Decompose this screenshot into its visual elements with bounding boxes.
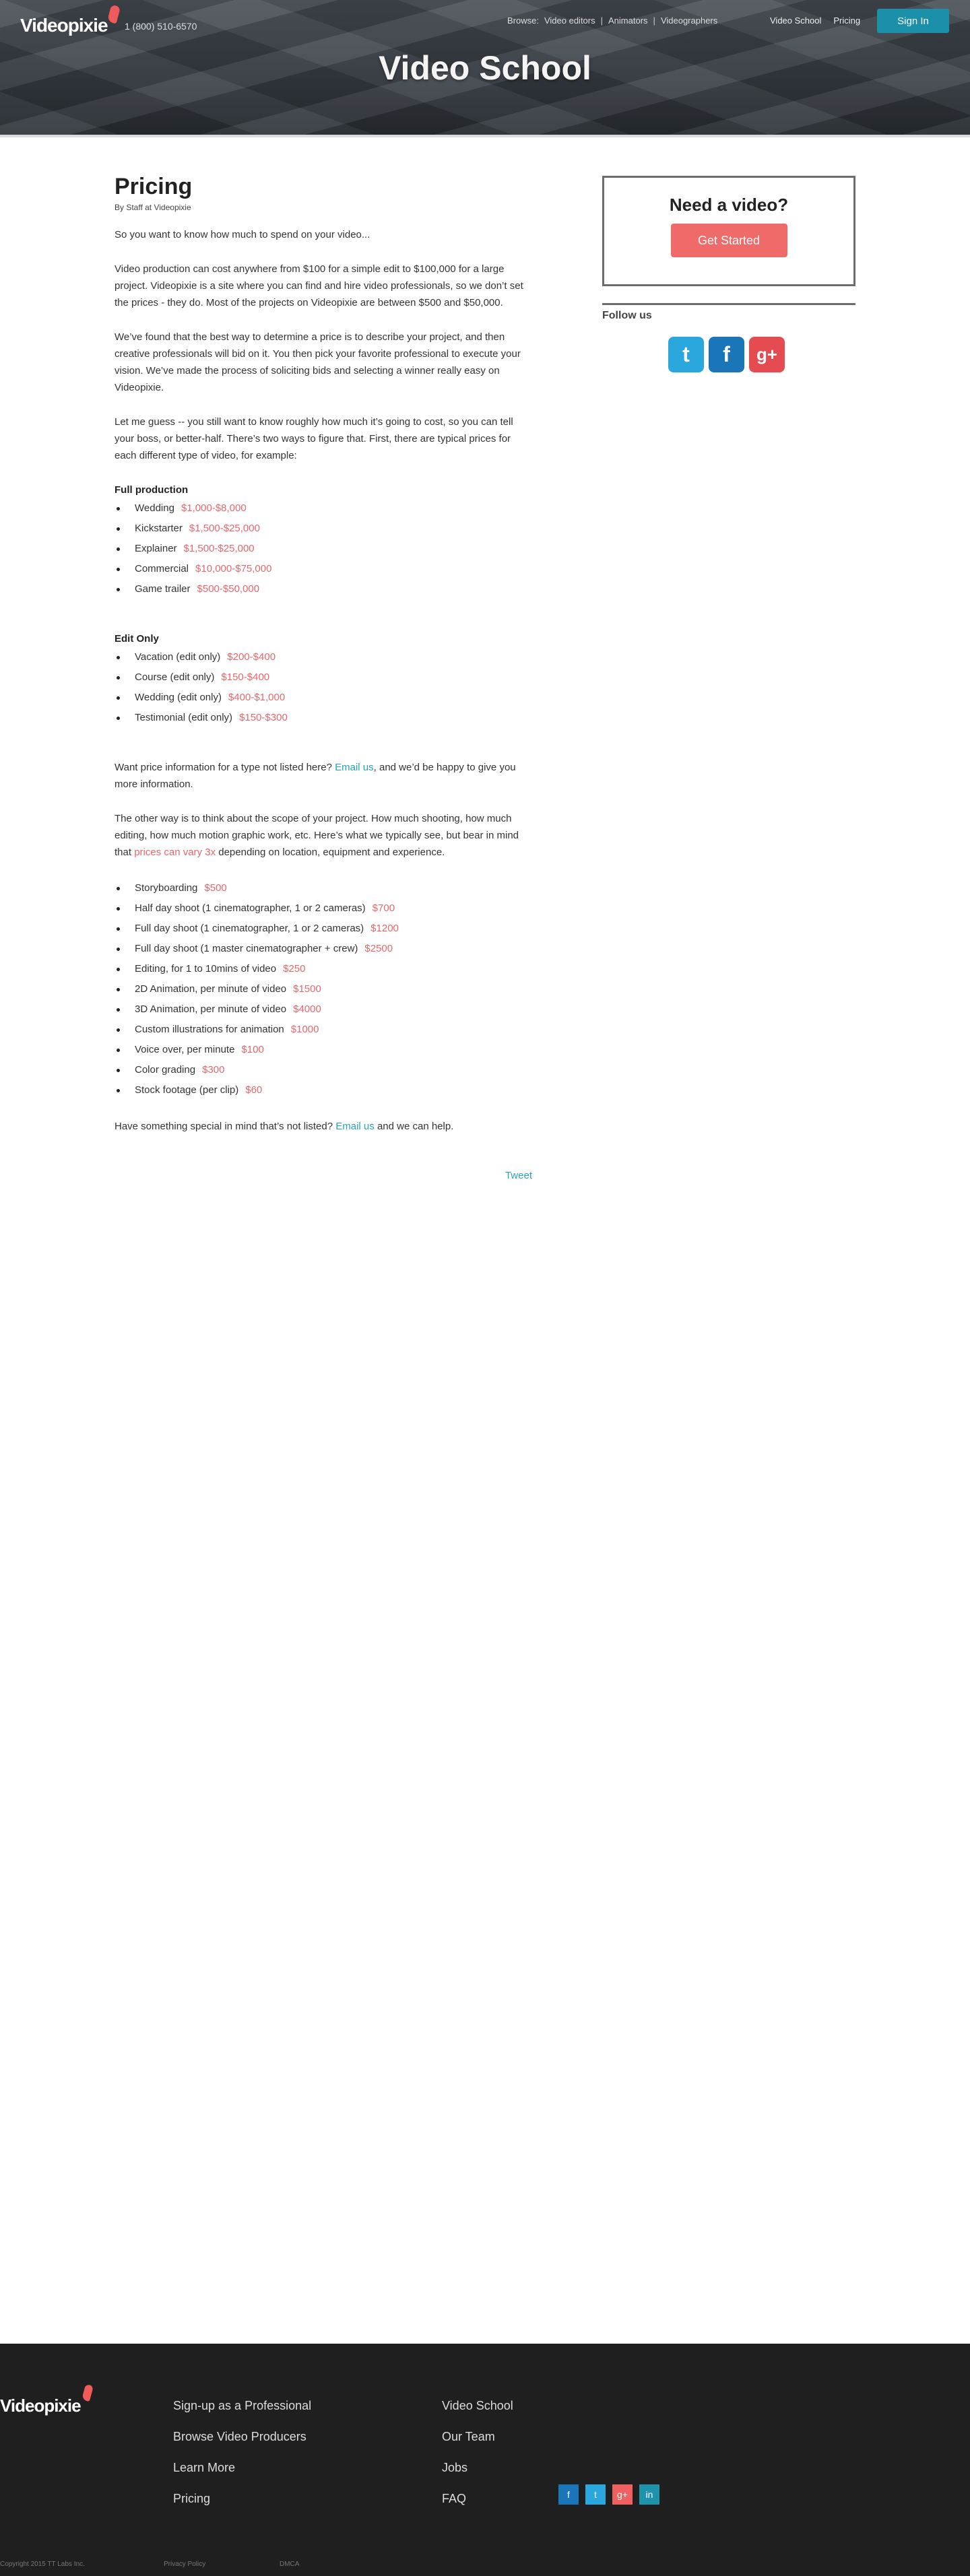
item-price: $1200 <box>370 923 399 934</box>
edit-only-heading: Edit Only <box>115 633 159 645</box>
paragraph: Video production can cost anywhere from $100 for a simple edit to $100,000 for a large project. Videopixie is a site where you can find and hire video professionals, so we don’t set the prices - they do. Most of the projects on Videopixie are between $500 and $50,000. <box>115 263 523 308</box>
text: The other way is to think about the scope of your project. How much shooting, how much editing, how much motion graphic work, etc. Here’s what we typically see, but bear in mind that <box>115 813 519 858</box>
footer-link-browse[interactable]: Browse Video Producers <box>173 2430 306 2443</box>
item-price: $700 <box>372 902 395 914</box>
tweet-button[interactable]: Tweet <box>505 1170 532 1181</box>
item-price: $300 <box>202 1064 225 1076</box>
item-name: Color grading <box>135 1064 196 1076</box>
list-item <box>115 559 532 579</box>
text: and we can help. <box>374 1121 454 1132</box>
item-name: Full day shoot (1 cinematographer, 1 or 2 cameras) <box>135 923 364 934</box>
list-item <box>115 688 532 708</box>
browse-nav <box>507 15 717 26</box>
hero-banner <box>0 0 970 135</box>
divider <box>602 303 855 305</box>
intro-paragraph: So you want to know how much to spend on your video... <box>115 229 370 240</box>
item-price: $4000 <box>293 1003 321 1015</box>
nav-pricing[interactable]: Pricing <box>833 15 861 26</box>
item-price: $500-$50,000 <box>197 583 260 595</box>
footer-column-1 <box>173 2400 311 2505</box>
pixie-icon <box>82 2384 94 2402</box>
item-name: Explainer <box>135 543 177 554</box>
browse-label: Browse: <box>507 15 539 26</box>
item-price: $1,500-$25,000 <box>183 543 255 554</box>
footer-column-2 <box>442 2400 513 2505</box>
item-price: $2500 <box>364 943 393 954</box>
privacy-policy-link[interactable]: Privacy Policy <box>164 2561 206 2568</box>
text: depending on location, equipment and experience. <box>216 847 445 858</box>
item-name: Custom illustrations for animation <box>135 1024 284 1035</box>
item-name: Game trailer <box>135 583 191 595</box>
nav-video-school[interactable]: Video School <box>770 15 822 26</box>
logo-text: Videopixie <box>0 2396 81 2416</box>
list-item <box>115 708 532 728</box>
list-item <box>115 579 532 599</box>
article <box>115 172 532 1184</box>
paragraph <box>115 810 532 861</box>
item-price: $150-$300 <box>239 712 288 723</box>
logo-text: Videopixie <box>20 15 108 36</box>
main-nav <box>770 15 860 26</box>
list-item <box>115 1040 532 1060</box>
item-price: $1500 <box>293 983 321 995</box>
text: , and we’d be happy to give you more information. <box>115 762 516 790</box>
edit-only-list <box>115 647 532 728</box>
full-production-heading: Full production <box>115 484 189 496</box>
phone-number: 1 (800) 510-6570 <box>125 21 197 32</box>
item-name: Commercial <box>135 563 189 574</box>
cta-title: Need a video? <box>669 195 789 215</box>
tumblr-icon[interactable]: t <box>668 337 704 372</box>
email-us-link[interactable]: Email us <box>335 1121 375 1132</box>
item-name: Course (edit only) <box>135 671 215 683</box>
list-item <box>115 979 532 999</box>
list-item <box>115 999 532 1020</box>
list-item <box>115 498 532 519</box>
item-price: $1,000-$8,000 <box>181 502 247 514</box>
paragraph <box>115 759 532 793</box>
item-price: $400-$1,000 <box>228 692 286 703</box>
item-name: Full day shoot (1 master cinematographer + crew) <box>135 943 358 954</box>
list-item <box>115 939 532 959</box>
item-name: Vacation (edit only) <box>135 651 221 663</box>
item-price: $10,000-$75,000 <box>195 563 272 574</box>
item-name: Storyboarding <box>135 882 198 894</box>
list-item <box>115 1020 532 1040</box>
list-item <box>115 647 532 667</box>
cta-box <box>602 176 855 286</box>
paragraph: We’ve found that the best way to determine a price is to describe your project, and then creative professionals will bid on it. You then pick your favorite professional to execute your vision. We’ve made the process of soliciting bids and selecting a winner really easy on Videopixie. <box>115 331 521 393</box>
facebook-icon[interactable]: f <box>709 337 744 372</box>
footer <box>0 2344 970 2576</box>
item-price: $200-$400 <box>227 651 276 663</box>
google-plus-icon[interactable]: g+ <box>612 2484 633 2505</box>
item-price: $100 <box>241 1044 264 1055</box>
hero-title: Video School <box>379 49 591 87</box>
item-price: $500 <box>204 882 227 894</box>
footer-link-jobs[interactable]: Jobs <box>442 2461 468 2474</box>
item-name: Wedding <box>135 502 174 514</box>
list-item <box>115 878 532 898</box>
list-item <box>115 667 532 688</box>
list-item <box>115 898 532 919</box>
footer-link-learn-more[interactable]: Learn More <box>173 2461 236 2474</box>
item-name: 2D Animation, per minute of video <box>135 983 287 995</box>
text: Have something special in mind that’s not listed? <box>115 1121 336 1132</box>
list-item <box>115 1060 532 1080</box>
text: Want price information for a type not listed here? <box>115 762 335 773</box>
linkedin-icon[interactable]: in <box>639 2484 659 2505</box>
page-title: Pricing <box>115 174 193 199</box>
byline: By Staff at Videopixie <box>115 203 191 212</box>
paragraph: Let me guess -- you still want to know roughly how much it’s going to cost, so you can tell your boss, or better-half. There’s two ways to figure that. First, there are typical prices for each different type of video, for example: <box>115 416 513 461</box>
email-us-link[interactable]: Email us <box>335 762 374 773</box>
follow-us-heading: Follow us <box>602 310 652 321</box>
list-item <box>115 1080 532 1100</box>
separator: | <box>653 15 655 26</box>
get-started-button[interactable]: Get Started <box>671 224 787 257</box>
separator: | <box>600 15 604 26</box>
item-name: Half day shoot (1 cinematographer, 1 or 2 cameras) <box>135 902 366 914</box>
dmca-link[interactable]: DMCA <box>280 2561 300 2568</box>
item-name: Wedding (edit only) <box>135 692 222 703</box>
footer-link-pricing[interactable]: Pricing <box>173 2492 211 2505</box>
footer-link-our-team[interactable]: Our Team <box>442 2430 495 2443</box>
sign-in-button[interactable]: Sign In <box>877 9 949 33</box>
item-name: 3D Animation, per minute of video <box>135 1003 287 1015</box>
full-production-list <box>115 498 532 599</box>
item-name: Kickstarter <box>135 523 183 534</box>
item-price: $250 <box>283 963 306 975</box>
google-plus-icon[interactable]: g+ <box>749 337 785 372</box>
item-name: Stock footage (per clip) <box>135 1084 239 1096</box>
list-item <box>115 919 532 939</box>
copyright: Copyright 2015 TT Labs Inc. <box>0 2561 85 2568</box>
item-name: Editing, for 1 to 10mins of video <box>135 963 277 975</box>
nav-video-editors[interactable]: Video editors <box>544 15 595 26</box>
pixie-icon <box>106 5 120 24</box>
item-price: $1,500-$25,000 <box>189 523 260 534</box>
footer-link-signup[interactable]: Sign-up as a Professional <box>173 2399 312 2412</box>
item-price: $1000 <box>290 1024 319 1035</box>
item-name: Voice over, per minute <box>135 1044 235 1055</box>
list-item <box>115 519 532 539</box>
list-item <box>115 539 532 559</box>
footer-logo[interactable] <box>0 2396 81 2416</box>
nav-animators[interactable]: Animators <box>608 15 648 26</box>
divider <box>0 135 970 137</box>
facebook-icon[interactable]: f <box>558 2484 579 2505</box>
item-price: $150-$400 <box>221 671 270 683</box>
nav-videographers[interactable]: Videographers <box>660 15 718 26</box>
footer-link-video-school[interactable]: Video School <box>442 2399 513 2412</box>
paragraph <box>115 1118 532 1135</box>
list-item <box>115 959 532 979</box>
twitter-icon[interactable]: t <box>585 2484 606 2505</box>
footer-link-faq[interactable]: FAQ <box>442 2492 467 2505</box>
logo[interactable] <box>20 15 108 36</box>
highlight-text: prices can vary 3x <box>134 847 216 858</box>
item-name: Testimonial (edit only) <box>135 712 233 723</box>
item-price: $60 <box>245 1084 263 1096</box>
scope-price-list <box>115 878 532 1100</box>
